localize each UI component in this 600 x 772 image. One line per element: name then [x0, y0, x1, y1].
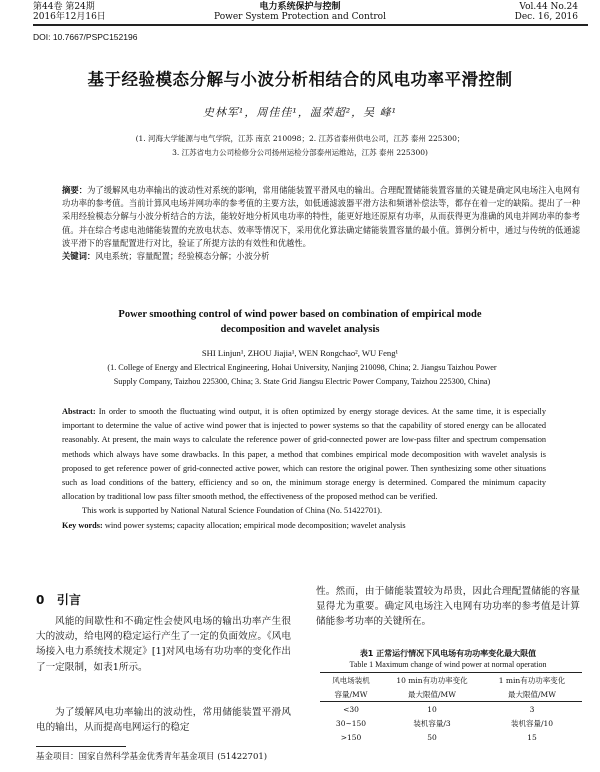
header-date-en: Dec. 16, 2016 — [514, 12, 578, 22]
section-number: 0 — [36, 593, 45, 607]
table-header-row — [320, 687, 582, 702]
abstract-cn — [62, 184, 580, 263]
affiliation-en-2: Supply Company, Taizhou 225300, China; 3. State Grid Jiangsu Electric Power Company, Taizhou 225300, China) — [113, 377, 491, 386]
header-date: 2016年12月16日 — [33, 12, 106, 22]
keywords-cn-label: 关键词： — [62, 251, 96, 262]
abstract-en-text: In order to smooth the fluctuating wind output, it is often optimized by energy storage devices. At the same time, it is especially important to determine the value of active wind power that is injected to power systems so that the capability of stored energy can be allocated reasonably. At present, the main ways to calculate the reference power of grid-connected power are low-pass filter and spectrum compensation methods which always have some drawbacks. In this paper, a method that combines empirical mode decomposition with wavelet analysis is proposed to get reference power of grid-connected active power, which can restore the original power. Then synthesizing some other situations such as load conditions of the battery, efficiency and so on, the minimum storage energy is determined. Compared the minimum capacity allocation by traditional low pass filter smooth method, the effectiveness of the proposed method can be verified. — [62, 407, 546, 502]
table-caption-cn: 表1 正常运行情况下风电场有功功率变化最大限值 — [359, 649, 537, 658]
table-cell: 装机容量/10 — [510, 718, 554, 728]
header-vol-en: Vol.44 No.24 — [519, 2, 578, 12]
table-header-cell: 最大限值/MW — [508, 689, 556, 699]
paper-title-cn: 基于经验模态分解与小波分析相结合的风电功率平滑控制 — [87, 70, 513, 89]
table-row — [320, 730, 582, 744]
keywords-en-label: Key words: — [62, 520, 103, 530]
affiliation-cn-2: 3. 江苏省电力公司检修分公司扬州运检分部泰州运维站，江苏 泰州 225300) — [172, 148, 428, 157]
right-column-text: 性。然而，由于储能装置较为昂贵，因此合理配置储能的容量显得尤为重要。确定风电场注入电网有功功率的参考值是计算储能参考功率的关键所在。 — [316, 586, 580, 628]
doi: DOI: 10.7667/PSPC152196 — [33, 32, 138, 42]
table-cell: 10 — [427, 704, 437, 714]
footnote-funding: 基金项目：国家自然科学基金优秀青年基金项目 (51422701) — [36, 752, 268, 762]
table-header-row — [320, 673, 582, 687]
table-cell: <30 — [343, 704, 359, 714]
authors-cn: 史林军¹，周佳佳¹，温荣超²，吴 峰¹ — [202, 106, 398, 119]
table-row — [320, 716, 582, 730]
table-1 — [320, 672, 582, 744]
header-volume: 第44卷 第24期 — [33, 2, 95, 12]
table-cell: 3 — [529, 704, 535, 714]
keywords-en-text: wind power systems; capacity allocation; empirical mode decomposition; wavelet analysis — [104, 520, 406, 530]
header-rule — [33, 24, 588, 26]
abstract-en-label: Abstract: — [62, 407, 96, 416]
funding-en: This work is supported by National Natural Science Foundation of China (No. 51422701). — [82, 506, 383, 516]
affiliation-en-1: (1. College of Energy and Electrical Engineering, Hohai University, Nanjing 210098, China; 2. Jiangsu Taizhou Power — [107, 363, 497, 372]
abstract-cn-label: 摘要： — [62, 185, 88, 195]
section-title: 引言 — [56, 593, 81, 607]
keywords-cn-text: 风电系统；容量配置；经验模态分解；小波分析 — [95, 251, 270, 262]
authors-en: SHI Linjun¹, ZHOU Jiajia¹, WEN Rongchao², WU Feng¹ — [201, 348, 399, 358]
intro-paragraph-2: 为了缓解风电功率输出的波动性，常用储能装置平滑风电的输出，从而提高电网运行的稳定 — [36, 707, 291, 734]
paper-title-en-line1: Power smoothing control of wind power based on combination of empirical mode — [118, 309, 482, 320]
table-cell: 装机容量/3 — [413, 718, 451, 728]
footnote-rule — [36, 746, 126, 747]
abstract-en — [62, 405, 546, 533]
paper-title-en-line2: decomposition and wavelet analysis — [220, 324, 380, 335]
table-cell: 15 — [527, 732, 537, 742]
paper-title-en — [0, 307, 600, 337]
header-journal-cn: 电力系统保护与控制 — [259, 2, 341, 12]
table-cell: 30~150 — [335, 718, 367, 728]
header-journal-en: Power System Protection and Control — [214, 12, 386, 22]
table-header-cell: 容量/MW — [334, 689, 368, 699]
table-header-cell: 风电场装机 — [332, 675, 370, 685]
table-cell: >150 — [340, 732, 362, 742]
table-top-rule — [320, 672, 582, 673]
table-header-cell: 最大限值/MW — [408, 689, 456, 699]
table-row — [320, 702, 582, 717]
table-caption-en: Table 1 Maximum change of wind power at normal operation — [349, 660, 547, 669]
affiliations-en — [62, 361, 542, 389]
table-cell: 50 — [427, 732, 437, 742]
table-header-cell: 1 min有功功率变化 — [498, 675, 566, 685]
affiliation-cn-1: (1. 河海大学能源与电气学院，江苏 南京 210098；2. 江苏省泰州供电公司，江苏 泰州 225300； — [135, 134, 465, 143]
intro-paragraph-1: 风能的间歇性和不确定性会使风电场的输出功率产生很大的波动，给电网的稳定运行产生了一定的负面效应。《风电场接入电力系统技术规定》[1]对风电场有功功率的变化作出了一定限制，如表1所示。 — [36, 616, 291, 673]
section-heading — [36, 591, 81, 608]
abstract-cn-text: 为了缓解风电功率输出的波动性对系统的影响，常用储能装置平滑风电的输出。合理配置储能装置容量的关键是确定风电场注入电网有功功率的参考值。当前计算风电场并网功率的参考值的主要方法，如低通滤波器平滑方法和频谱补偿法等，都存在着一定的缺陷。提出了一种采用经验模态分解与小波分析结合的方法，能较好地分析风电功率的特性，能更好地还原原有功率，从而获得更为准确的风电并网功率的参考值。并在综合考虑电池储能装置的充放电状态、效率等情况下，采用优化算法确定储能装置容量的最小值。算例分析中，通过与传统的低通滤波平滑下的容量配置进行对比，验证了所提方法的有效性和优越性。 — [62, 185, 580, 248]
table-header-cell: 10 min有功功率变化 — [396, 675, 468, 685]
